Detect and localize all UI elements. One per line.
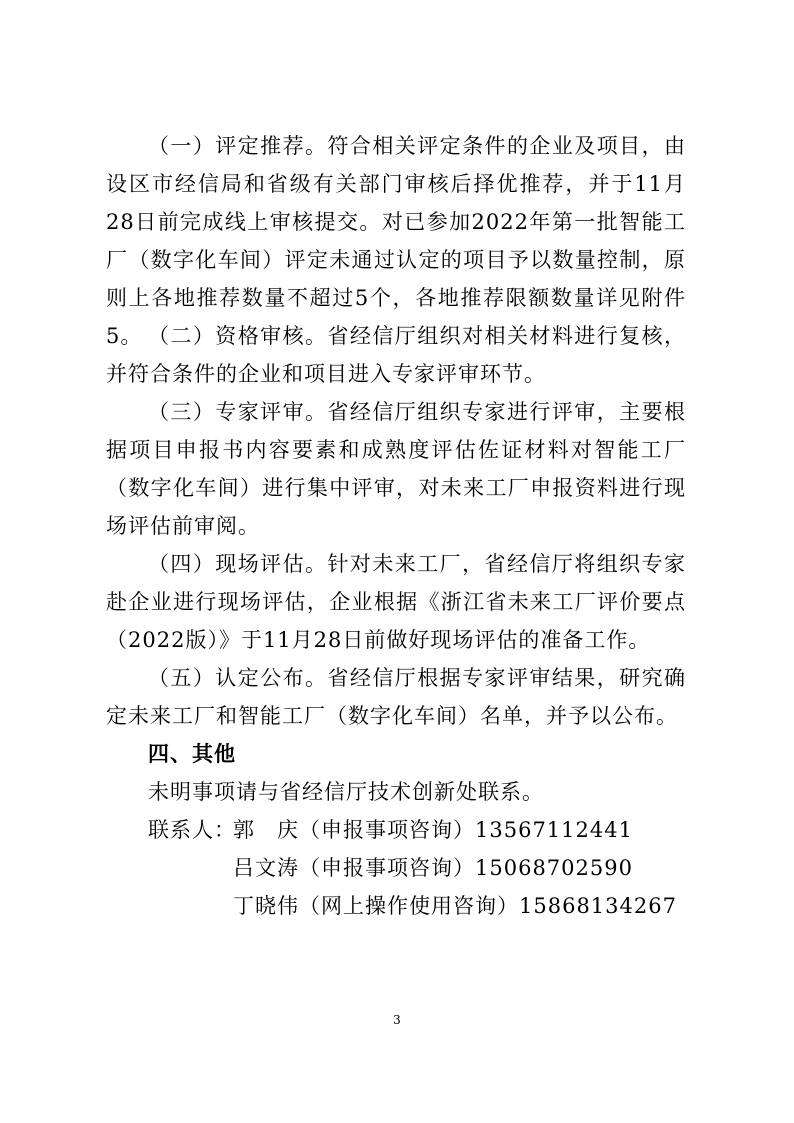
contact-line: 郭 庆（申报事项咨询）13567112441 xyxy=(233,818,633,842)
contact-line: 丁晓伟（网上操作使用咨询）15868134267 xyxy=(233,894,677,918)
contact-line: 吕文涛（申报事项咨询）15068702590 xyxy=(233,856,633,880)
paragraph-qualification-review: （二）资格审核。省经信厅组织对相关材料进行复核，并符合条件的企业和项目进入专家评审环节。 xyxy=(106,324,686,386)
other-matters-text: 未明事项请与省经信厅技术创新处联系。 xyxy=(148,780,544,804)
paragraph-evaluation-recommendation: （一）评定推荐。符合相关评定条件的企业及项目，由设区市经信局和省级有关部门审核后择优推荐，并于11月28日前完成线上审核提交。对已参加2022年第一批智能工厂（数字化车间）评定未通过认定的项目予以数量控制，原则上各地推荐数量不超过5个，各地推荐限额数量详见附件5。 xyxy=(106,134,686,348)
page-number: 3 xyxy=(393,1013,401,1027)
paragraph-expert-review: （三）专家评审。省经信厅组织专家进行评审，主要根据项目申报书内容要素和成熟度评估佐证材料对智能工厂（数字化车间）进行集中评审，对未来工厂申报资料进行现场评估前审阅。 xyxy=(106,400,686,538)
contacts-label: 联系人： xyxy=(148,818,236,842)
section-heading-other: 四、其他 xyxy=(148,741,236,766)
paragraph-announcement: （五）认定公布。省经信厅根据专家评审结果，研究确定未来工厂和智能工厂（数字化车间）名单，并予以公布。 xyxy=(106,666,686,728)
paragraph-site-assessment: （四）现场评估。针对未来工厂，省经信厅将组织专家赴企业进行现场评估，企业根据《浙江省未来工厂评价要点（2022版）》于11月28日前做好现场评估的准备工作。 xyxy=(106,552,686,652)
